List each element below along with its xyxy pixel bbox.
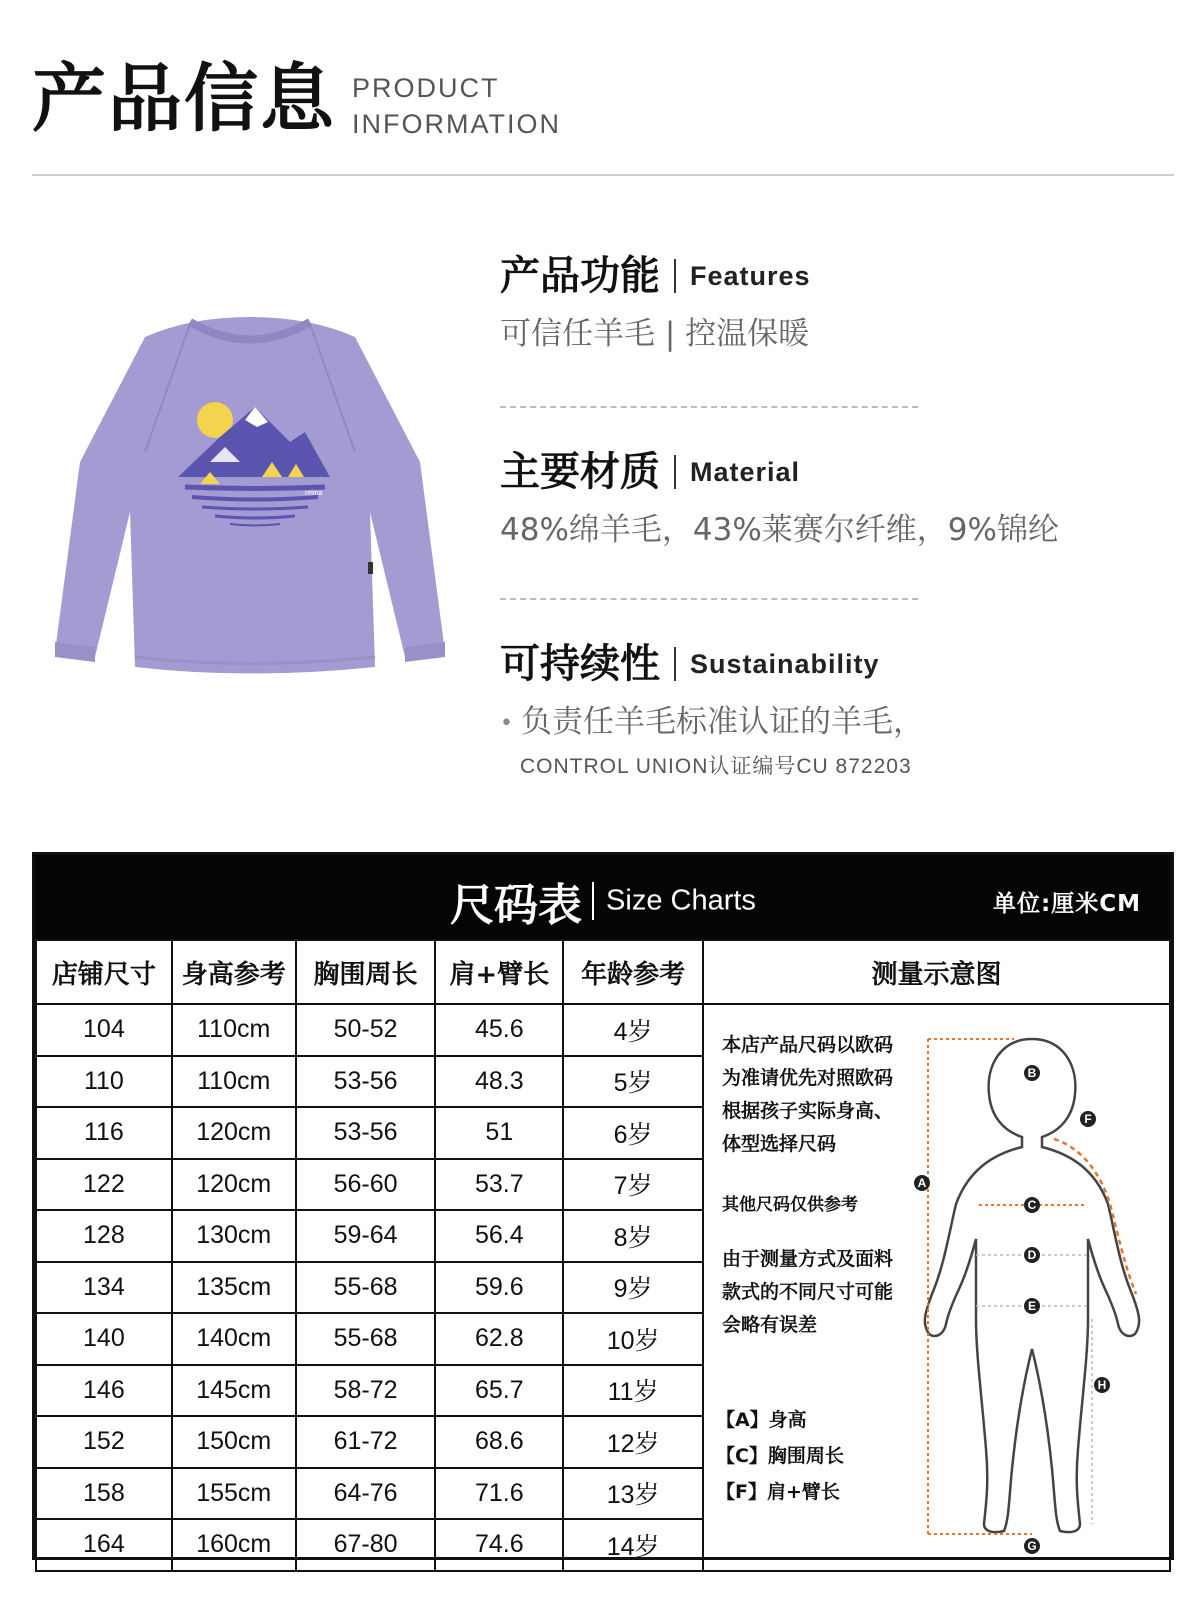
cell-shoulder-arm: 56.4 (435, 1210, 563, 1262)
marker-e: E (1027, 1299, 1036, 1313)
marker-d: D (1027, 1248, 1037, 1262)
page-title-en (352, 70, 561, 142)
cell-chest: 55-68 (296, 1313, 436, 1365)
cell-chest: 59-64 (296, 1210, 436, 1262)
material-title-en: Material (690, 456, 801, 487)
marker-a: A (917, 1176, 927, 1190)
size-note-line: 为准请优先对照欧码 (721, 1067, 893, 1089)
marker-h: H (1097, 1378, 1107, 1392)
cell-chest: 53-56 (296, 1107, 436, 1159)
size-note-line: 款式的不同尺寸可能 (721, 1281, 893, 1303)
cell-chest: 67-80 (296, 1519, 436, 1571)
features-separator (674, 259, 676, 293)
shirt-logo-text: reima (305, 490, 323, 497)
cell-age: 9岁 (563, 1262, 703, 1314)
cell-shoulder-arm: 68.6 (435, 1416, 563, 1468)
table-row (36, 1004, 1170, 1056)
legend-c: 【C】胸围周长 (715, 1445, 844, 1467)
cell-shoulder-arm: 71.6 (435, 1468, 563, 1520)
column-header-shop-size: 店铺尺寸 (36, 940, 172, 1004)
features-title-en: Features (690, 260, 811, 291)
cell-shop-size: 146 (36, 1365, 172, 1417)
size-table (35, 939, 1171, 1572)
sustainability-title-en: Sustainability (690, 648, 880, 679)
cell-age: 6岁 (563, 1107, 703, 1159)
cell-chest: 64-76 (296, 1468, 436, 1520)
cell-age: 7岁 (563, 1159, 703, 1211)
cell-height: 110cm (172, 1056, 296, 1108)
measurement-diagram-cell (703, 1004, 1170, 1571)
page-title: 产品信息 (32, 56, 336, 142)
cell-height: 160cm (172, 1519, 296, 1571)
cell-height: 150cm (172, 1416, 296, 1468)
cell-height: 140cm (172, 1313, 296, 1365)
cell-shop-size: 164 (36, 1519, 172, 1571)
column-header-chest: 胸围周长 (296, 940, 436, 1004)
size-chart-title: 尺码表 (450, 880, 583, 931)
cell-age: 11岁 (563, 1365, 703, 1417)
size-note-line: 由于测量方式及面料 (721, 1248, 893, 1270)
cell-shop-size: 128 (36, 1210, 172, 1262)
cell-shop-size: 110 (36, 1056, 172, 1108)
cell-age: 13岁 (563, 1468, 703, 1520)
size-chart (32, 852, 1174, 1560)
cell-shop-size: 104 (36, 1004, 172, 1056)
cell-chest: 58-72 (296, 1365, 436, 1417)
material-section (500, 448, 1170, 550)
size-note-3 (722, 1243, 893, 1342)
marker-b: B (1027, 1066, 1037, 1080)
cell-shoulder-arm: 51 (435, 1107, 563, 1159)
page-title-en-line1: PRODUCT (352, 73, 500, 103)
cell-chest: 50-52 (296, 1004, 436, 1056)
cell-age: 4岁 (563, 1004, 703, 1056)
material-separator (674, 455, 676, 489)
size-note-line: 体型选择尺码 (721, 1133, 836, 1155)
legend-f: 【F】肩+臂长 (715, 1481, 840, 1503)
sustainability-title: 可持续性 (500, 641, 660, 687)
cell-height: 130cm (172, 1210, 296, 1262)
page-title-en-line2: INFORMATION (352, 109, 561, 139)
cell-chest: 56-60 (296, 1159, 436, 1211)
size-chart-header (35, 855, 1171, 939)
cell-shop-size: 158 (36, 1468, 172, 1520)
size-note-2: 其他尺码仅供参考 (721, 1195, 858, 1215)
cell-age: 12岁 (563, 1416, 703, 1468)
cell-height: 110cm (172, 1004, 296, 1056)
product-shirt-image (50, 312, 450, 692)
size-chart-title-en: Size Charts (606, 884, 756, 917)
sustainability-text (500, 702, 1170, 744)
cell-shoulder-arm: 65.7 (435, 1365, 563, 1417)
cell-shoulder-arm: 74.6 (435, 1519, 563, 1571)
column-header-shoulder-arm: 肩+臂长 (435, 940, 563, 1004)
cell-shoulder-arm: 48.3 (435, 1056, 563, 1108)
size-note-line: 本店产品尺码以欧码 (721, 1034, 893, 1056)
cell-shop-size: 116 (36, 1107, 172, 1159)
cell-shoulder-arm: 53.7 (435, 1159, 563, 1211)
cell-shoulder-arm: 45.6 (435, 1004, 563, 1056)
cell-shoulder-arm: 59.6 (435, 1262, 563, 1314)
cell-chest: 55-68 (296, 1262, 436, 1314)
marker-g: G (1027, 1539, 1037, 1553)
cell-shop-size: 152 (36, 1416, 172, 1468)
bullet-icon: • (500, 710, 513, 736)
cell-height: 120cm (172, 1107, 296, 1159)
dashed-divider (500, 598, 918, 600)
column-header-height: 身高参考 (172, 940, 296, 1004)
header (32, 56, 1172, 156)
cell-shop-size: 122 (36, 1159, 172, 1211)
cell-age: 10岁 (563, 1313, 703, 1365)
size-table-header-row (36, 940, 1170, 1004)
cell-height: 135cm (172, 1262, 296, 1314)
size-note-line: 会略有误差 (721, 1314, 817, 1336)
features-section (500, 252, 1170, 354)
size-note-line: 根据孩子实际身高、 (721, 1100, 893, 1122)
measurement-diagram (704, 1005, 1150, 1561)
cell-age: 5岁 (563, 1056, 703, 1108)
header-divider (32, 174, 1174, 176)
sustainability-section (500, 640, 1170, 780)
size-note-1 (722, 1029, 893, 1161)
cell-shop-size: 134 (36, 1262, 172, 1314)
body-outline-illustration (914, 1019, 1150, 1559)
cell-height: 155cm (172, 1468, 296, 1520)
cell-height: 120cm (172, 1159, 296, 1211)
cell-shoulder-arm: 62.8 (435, 1313, 563, 1365)
cell-age: 14岁 (563, 1519, 703, 1571)
sustainability-separator (674, 647, 676, 681)
marker-c: C (1027, 1198, 1037, 1212)
size-chart-title-separator (592, 882, 594, 920)
sustainability-certificate: CONTROL UNION认证编号CU 872203 (520, 754, 912, 778)
cell-chest: 61-72 (296, 1416, 436, 1468)
sustainability-text-body: 负责任羊毛标准认证的羊毛， (520, 704, 924, 740)
column-header-age: 年龄参考 (563, 940, 703, 1004)
dashed-divider (500, 406, 918, 408)
marker-f: F (1084, 1112, 1092, 1126)
cell-age: 8岁 (563, 1210, 703, 1262)
legend-a: 【A】身高 (715, 1409, 807, 1431)
material-title: 主要材质 (500, 449, 660, 495)
size-chart-unit: 单位:厘米CM (993, 891, 1141, 917)
column-header-diagram: 测量示意图 (703, 940, 1170, 1004)
cell-chest: 53-56 (296, 1056, 436, 1108)
cell-shop-size: 140 (36, 1313, 172, 1365)
material-text: 48%绵羊毛，43%莱赛尔纤维，9%锦纶 (500, 512, 1059, 548)
cell-height: 145cm (172, 1365, 296, 1417)
features-text: 可信任羊毛 | 控温保暖 (500, 316, 810, 352)
features-title: 产品功能 (500, 253, 660, 299)
